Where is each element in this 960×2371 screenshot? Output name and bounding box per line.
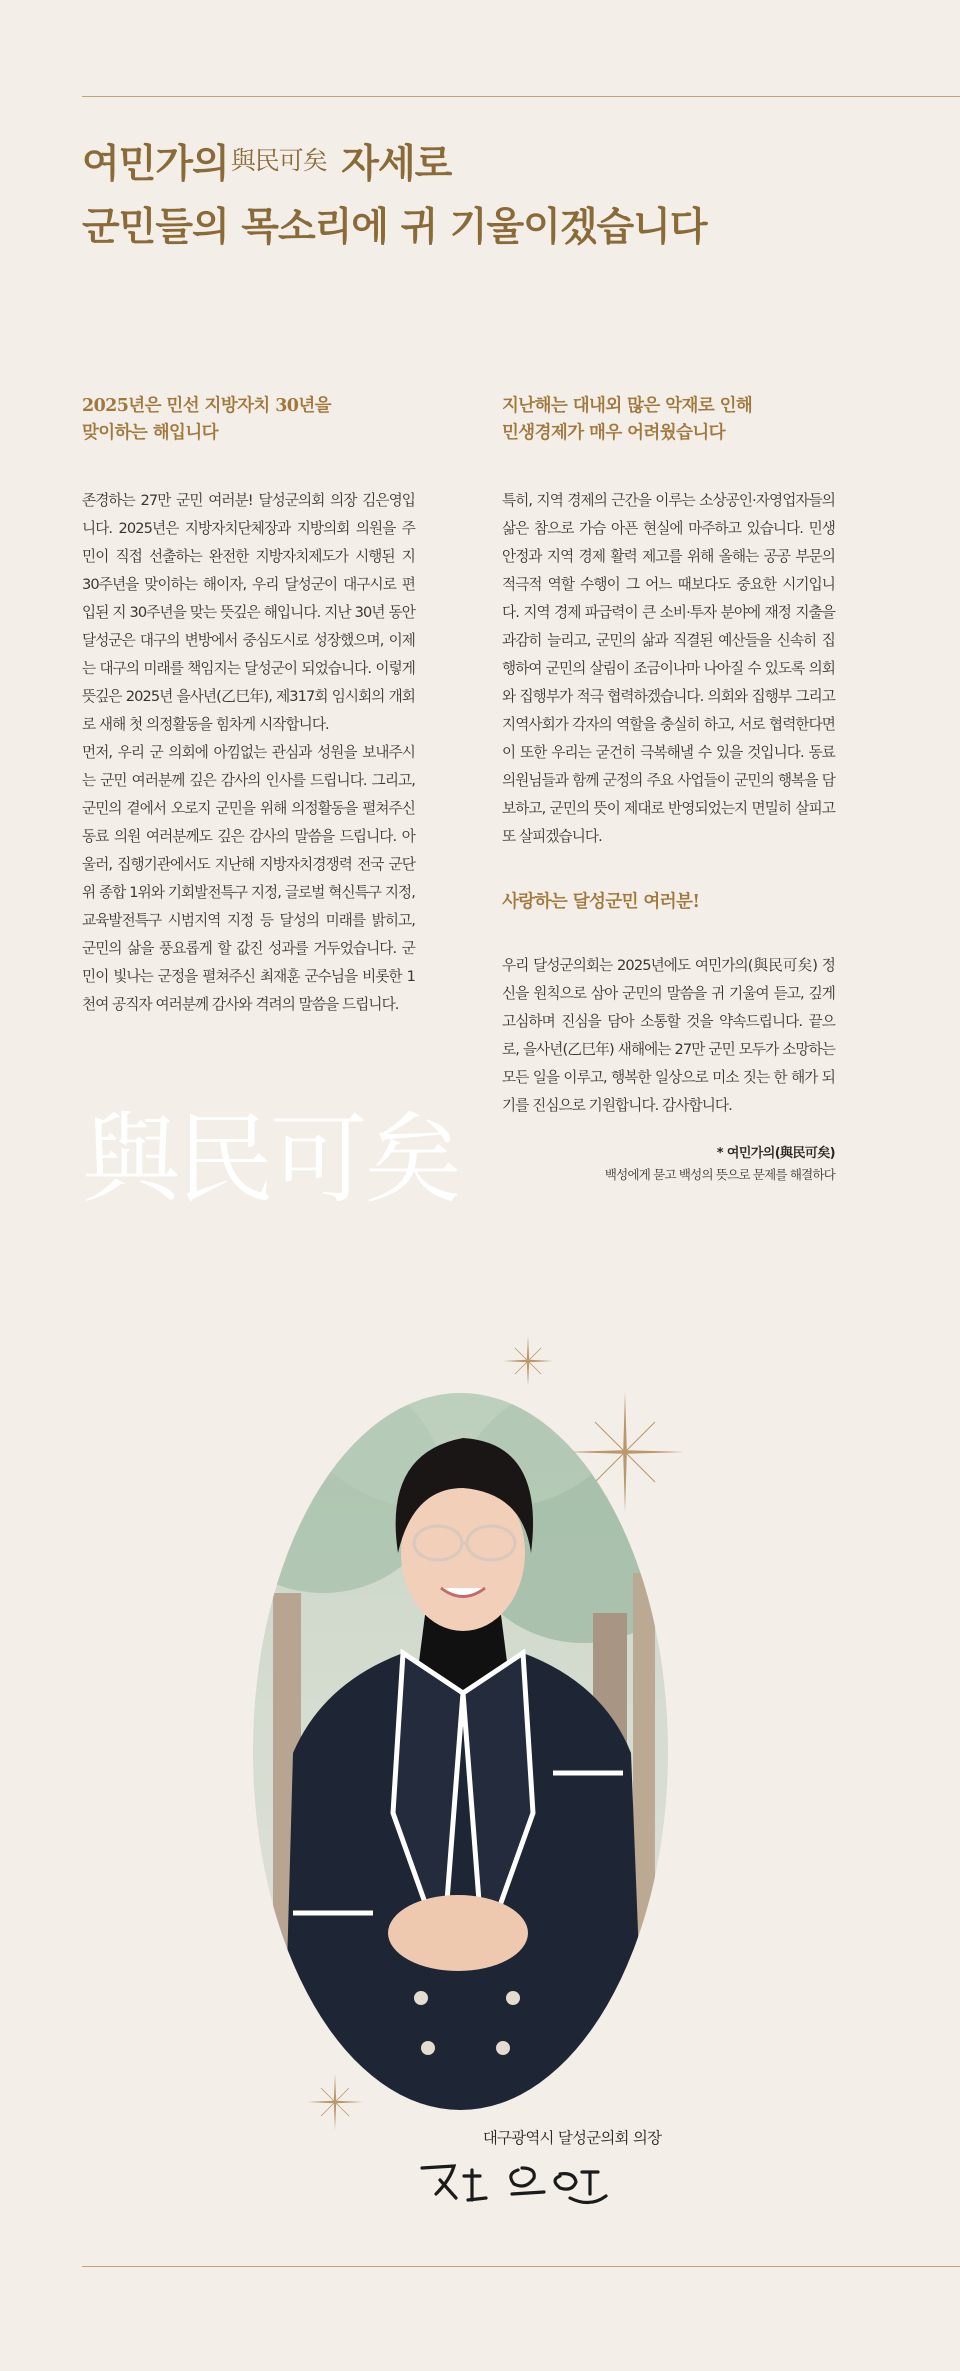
headline	[82, 135, 882, 256]
right-subhead-line-1: 지난해는 대내외 많은 악재로 인해	[502, 396, 753, 416]
right-paragraph-2: 우리 달성군의회는 2025년에도 여민가의(與民可矣) 정신을 원칙으로 삼아 군민의 말씀을 귀 기울여 듣고, 깊게 고심하며 진심을 담아 소통할 것을 약속드립니다. 끝으로, 을사년(乙巳年) 새해에는 27만 군민 모두가 소망하는 모든 일을 이루고, 행복한 일상으로 미소 짓는 한 해가 되기를 진심으로 기원합니다. 감사합니다.	[502, 957, 835, 1114]
left-subhead	[82, 393, 415, 447]
headline-hanja: 與民可矣	[230, 146, 327, 175]
portrait-illustration	[253, 1393, 668, 2110]
footnote-title: * 여민가의(與民可矣)	[716, 1146, 835, 1161]
headline-line-1	[82, 135, 882, 198]
right-paragraph-1: 특히, 지역 경제의 근간을 이루는 소상공인·자영업자들의 삶은 참으로 가슴 아픈 현실에 마주하고 있습니다. 민생 안정과 지역 경제 활력 제고를 위해 올해는 공공 부문의 적극적 역할 수행이 그 어느 때보다도 중요한 시기입니다. 지역 경제 파급력이 큰 소비·투자 분야에 재정 지출을 과감히 늘리고, 군민의 삶과 직결된 예산들을 신속히 집행하여 군민의 살림이 조금이나마 나아질 수 있도록 의회와 집행부가 적극 협력하겠습니다. 의회와 집행부 그리고 지역사회가 각자의 역할을 충실히 하고, 서로 협력한다면 이 또한 우리는 굳건히 극복해낼 수 있을 것입니다. 동료 의원님들과 함께 군정의 주요 사업들이 군민의 행복을 담보하고, 군민의 뜻이 제대로 반영되었는지 면밀히 살피고 또 살피겠습니다.	[502, 492, 835, 845]
left-column	[82, 393, 415, 1019]
portrait-photo	[253, 1393, 668, 2110]
headline-word: 여민가의	[82, 141, 229, 187]
left-paragraph-2: 먼저, 우리 군 의회에 아낌없는 관심과 성원을 보내주시는 군민 여러분께 깊은 감사의 인사를 드립니다. 그리고, 군민의 곁에서 오로지 군민을 위해 의정활동을 펼쳐주신 동료 의원 여러분께도 깊은 감사의 말씀을 드립니다. 아울러, 집행기관에서도 지난해 지방자치경쟁력 전국 군단위 종합 1위와 기회발전특구 지정, 글로벌 혁신특구 지정, 교육발전특구 시범지역 지정 등 달성의 미래를 밝히고, 군민의 삶을 풍요롭게 할 값진 성과를 거두었습니다. 군민이 빛나는 군정을 펼쳐주신 최재훈 군수님을 비롯한 1천여 공직자 여러분께 감사와 격려의 말씀을 드립니다.	[82, 744, 415, 1013]
footnote-description: 백성에게 묻고 백성의 뜻으로 문제를 해결하다	[604, 1167, 835, 1182]
left-subhead-line-1: 2025년은 민선 지방자치 30년을	[82, 396, 331, 416]
footnote	[502, 1142, 835, 1183]
signature-caption: 대구광역시 달성군의회 의장	[482, 2129, 662, 2147]
left-paragraph-1: 존경하는 27만 군민 여러분! 달성군의회 의장 김은영입니다. 2025년은 지방자치단체장과 지방의회 의원을 주민이 직접 선출하는 완전한 지방자치제도가 시행된 지 30주년을 맞이하는 해이자, 우리 달성군이 대구시로 편입된 지 30주년을 맞는 뜻깊은 해입니다. 지난 30년 동안 달성군은 대구의 변방에서 중심도시로 성장했으며, 이제는 대구의 미래를 책임지는 달성군이 되었습니다. 이렇게 뜻깊은 2025년 을사년(乙巳年), 제317회 임시회의 개회로 새해 첫 의정활동을 힘차게 시작합니다.	[82, 492, 415, 733]
headline-word-2: 자세로	[341, 141, 452, 187]
signature-image	[410, 2150, 670, 2210]
hanja-watermark: 與民可矣	[82, 1103, 459, 1217]
right-column	[502, 393, 835, 1183]
top-divider	[82, 96, 960, 97]
right-subhead-2: 사랑하는 달성군민 여러분!	[502, 892, 700, 912]
bottom-sparkle-icon	[307, 2074, 363, 2130]
small-sparkle-icon	[503, 1336, 553, 1386]
right-subhead-line-2: 민생경제가 매우 어려웠습니다	[502, 423, 725, 443]
bottom-divider	[82, 2266, 960, 2267]
left-subhead-line-2: 맞이하는 해입니다	[82, 423, 218, 443]
right-subhead	[502, 393, 835, 447]
headline-line-2: 군민들의 목소리에 귀 기울이겠습니다	[82, 204, 707, 250]
